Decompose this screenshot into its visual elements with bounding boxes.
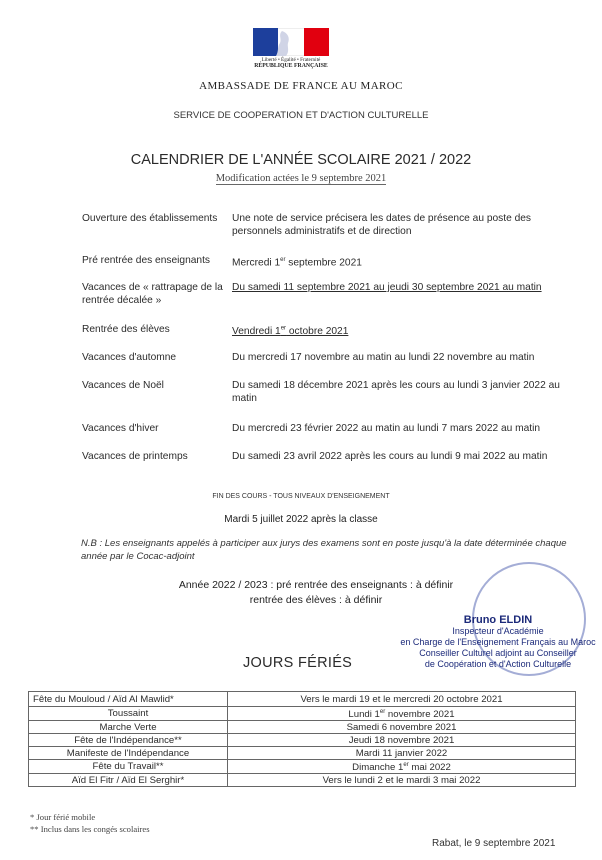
row-label-ouverture: Ouverture des établissements <box>82 213 218 224</box>
row-value-rentree-eleves: Vendredi 1er octobre 2021 <box>232 326 349 338</box>
holiday-name: Manifeste de l'Indépendance <box>29 747 228 760</box>
holiday-date: Samedi 6 novembre 2021 <box>228 721 576 734</box>
row-label-hiver: Vacances d'hiver <box>82 423 159 434</box>
table-row <box>29 721 576 734</box>
holiday-name: Fête du Travail** <box>29 760 228 774</box>
logo-republic: RÉPUBLIQUE FRANÇAISE <box>254 63 328 69</box>
logo-motto: Liberté • Égalité • Fraternité <box>261 57 321 63</box>
holiday-date: Vers le mardi 19 et le mercredi 20 octobre 2021 <box>228 692 576 707</box>
holiday-date: Jeudi 18 novembre 2021 <box>228 734 576 747</box>
signature-block <box>400 615 596 670</box>
annee-2022-line1: Année 2022 / 2023 : pré rentrée des enseignants : à définir <box>178 579 454 591</box>
holiday-date: Lundi 1er novembre 2021 <box>228 707 576 721</box>
jours-feries-title: JOURS FÉRIÉS <box>243 655 353 671</box>
table-row <box>29 734 576 747</box>
row-label-pre-rentree: Pré rentrée des enseignants <box>82 255 210 266</box>
page-subtitle: Modification actées le 9 septembre 2021 <box>215 173 387 184</box>
signature-line1: Inspecteur d'Académie <box>452 626 544 636</box>
table-row <box>29 747 576 760</box>
service-heading: SERVICE DE COOPERATION ET D'ACTION CULTURELLE <box>173 110 429 121</box>
row-label-rattrapage: Vacances de « rattrapage de la rentrée décalée » <box>82 282 223 306</box>
row-value-pre-rentree: Mercredi 1er septembre 2021 <box>232 257 362 269</box>
row-label-rentree-eleves: Rentrée des élèves <box>82 324 170 335</box>
holiday-date: Mardi 11 janvier 2022 <box>228 747 576 760</box>
table-row <box>29 692 576 707</box>
holiday-name: Aïd El Fitr / Aïd El Serghir* <box>29 774 228 787</box>
signature-name: Bruno ELDIN <box>463 614 533 626</box>
row-value-ouverture: Une note de service précisera les dates de présence au poste des personnels administratifs et de direction <box>232 213 532 237</box>
ambassade-heading: AMBASSADE DE FRANCE AU MAROC <box>199 80 403 92</box>
row-label-printemps: Vacances de printemps <box>82 451 188 462</box>
row-value-hiver: Du mercredi 23 février 2022 au matin au lundi 7 mars 2022 au matin <box>232 423 541 434</box>
nb-note: N.B : Les enseignants appelés à participer aux jurys des examens sont en poste jusqu'à la date déterminée chaque année par le Cocac-adjoint <box>81 538 567 562</box>
holiday-date: Dimanche 1er mai 2022 <box>228 760 576 774</box>
footnote-mobile: * Jour férié mobile <box>30 812 96 822</box>
row-value-printemps: Du samedi 23 avril 2022 après les cours au lundi 9 mai 2022 au matin <box>232 451 548 462</box>
annee-2022-line2: rentrée des élèves : à définir <box>249 594 383 606</box>
row-label-automne: Vacances d'automne <box>82 352 177 363</box>
footnote-conges: ** Inclus dans les congés scolaires <box>30 824 150 834</box>
signature-line2: en Charge de l'Enseignement Français au Maroc <box>400 637 596 647</box>
holiday-name: Marche Verte <box>29 721 228 734</box>
row-label-noel: Vacances de Noël <box>82 380 164 391</box>
signature-line4: de Coopération et d'Action Culturelle <box>424 659 572 669</box>
table-row <box>29 760 576 774</box>
place-date: Rabat, le 9 septembre 2021 <box>432 838 556 849</box>
holiday-date: Vers le lundi 2 et le mardi 3 mai 2022 <box>228 774 576 787</box>
holidays-table <box>28 691 576 787</box>
table-row <box>29 707 576 721</box>
row-value-automne: Du mercredi 17 novembre au matin au lundi 22 novembre au matin <box>232 352 535 363</box>
flag-icon <box>253 28 329 56</box>
signature-line3: Conseiller Culturel adjoint au Conseiller <box>419 648 577 658</box>
table-row <box>29 774 576 787</box>
fin-des-cours-heading: FIN DES COURS - TOUS NIVEAUX D'ENSEIGNEMENT <box>212 493 390 500</box>
page-title: CALENDRIER DE L'ANNÉE SCOLAIRE 2021 / 2022 <box>130 152 472 168</box>
holiday-name: Fête de l'Indépendance** <box>29 734 228 747</box>
row-value-rattrapage: Du samedi 11 septembre 2021 au jeudi 30 septembre 2021 au matin <box>232 282 542 293</box>
row-value-noel: Du samedi 18 décembre 2021 après les cours au lundi 3 janvier 2022 au matin <box>232 380 560 404</box>
marianne-logo <box>253 28 329 69</box>
holiday-name: Fête du Mouloud / Aïd Al Mawlid* <box>29 692 228 707</box>
fin-des-cours-date: Mardi 5 juillet 2022 après la classe <box>224 514 378 525</box>
holiday-name: Toussaint <box>29 707 228 721</box>
